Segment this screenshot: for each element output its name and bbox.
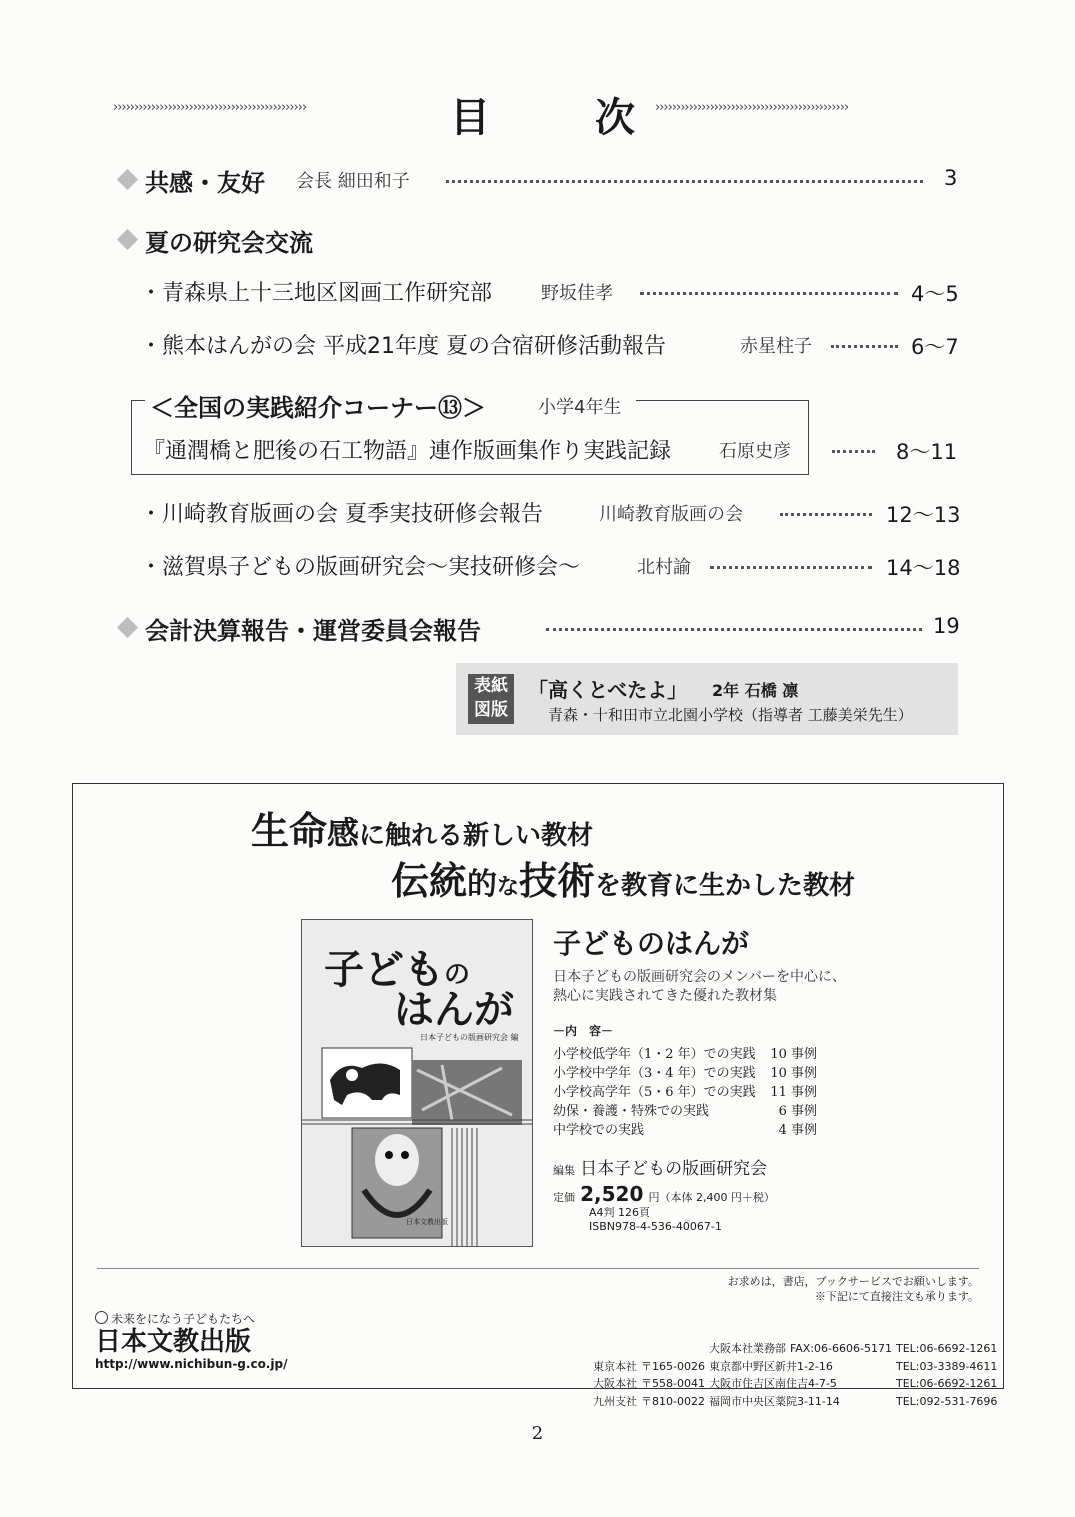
contents-item: 小学校低学年（1・2 年）での実践 10 事例 bbox=[553, 1047, 817, 1062]
toc-entry[interactable] bbox=[0, 430, 1075, 470]
page-number: 2 bbox=[531, 1423, 544, 1444]
contents-label: －内 容－ bbox=[553, 1024, 614, 1038]
toc-title: 会計決算報告・運営委員会報告 bbox=[145, 616, 481, 645]
toc-title: ・熊本はんがの会 平成21年度 夏の合宿研修活動報告 bbox=[140, 334, 666, 359]
toc-page: 8〜11 bbox=[896, 440, 958, 464]
book-description: 日本子どもの版画研究会のメンバーを中心に、 熱心に実践されてきた優れた教材集 bbox=[553, 969, 847, 1004]
diamond-bullet-icon bbox=[117, 229, 138, 250]
contact-row: 大阪本社 〒558-0041 大阪市住吉区南住吉4-7-5 TEL:06-6692-1261 bbox=[593, 1377, 998, 1390]
toc-title: ・青森県上十三地区図画工作研究部 bbox=[140, 281, 493, 306]
contents-item: 小学校高学年（5・6 年）での実践 11 事例 bbox=[553, 1085, 817, 1100]
leader-dots bbox=[546, 628, 922, 631]
toc-title: 共感・友好 bbox=[145, 168, 265, 197]
contact-row: 九州支社 〒810-0022 福岡市中央区薬院3-11-14 TEL:092-531-7696 bbox=[593, 1394, 998, 1408]
book-cover-artwork bbox=[302, 1040, 532, 1246]
contents-item: 幼保・養護・特殊での実践 6 事例 bbox=[553, 1104, 817, 1119]
title-ornament-left: ›››››››››››››››››››››››››››››››››››››››››››››› bbox=[113, 100, 307, 115]
book-advertisement[interactable] bbox=[72, 783, 1004, 1408]
cover-work-title: 「高くとべたよ」 bbox=[528, 678, 688, 702]
toc-page: 3 bbox=[944, 166, 958, 190]
contents-item: 小学校中学年（3・4 年）での実践 10 事例 bbox=[553, 1066, 817, 1081]
toc-title: ・川崎教育版画の会 夏季実技研修会報告 bbox=[140, 502, 543, 527]
toc-section-title: 夏の研究会交流 bbox=[145, 228, 313, 257]
toc-author: 石原史彦 bbox=[719, 441, 791, 462]
toc-section bbox=[0, 220, 1075, 260]
book-cover-publisher: 日本文教出版 bbox=[406, 1218, 448, 1226]
toc-page: 4〜5 bbox=[911, 282, 959, 306]
toc-entry[interactable] bbox=[0, 493, 1075, 533]
toc-author: 赤星柱子 bbox=[740, 336, 812, 357]
contact-row: 東京本社 〒165-0026 東京都中野区新井1-2-16 TEL:03-3389-4611 bbox=[593, 1359, 998, 1373]
toc-entry[interactable] bbox=[0, 608, 1075, 648]
publisher-logo-icon bbox=[95, 1311, 108, 1324]
contact-table bbox=[593, 1340, 1001, 1410]
order-note: お求めは，書店，ブックサービスでお願いします。 ※下記にて直接注文も承ります。 bbox=[727, 1275, 979, 1303]
leader-dots bbox=[831, 345, 898, 348]
toc-title: 『通潤橋と肥後の石工物語』連作版画集作り実践記録 bbox=[143, 439, 672, 464]
title-ornament-right: ›››››››››››››››››››››››››››››››››››››››››››››› bbox=[655, 100, 849, 115]
toc-author: 北村諭 bbox=[637, 557, 691, 578]
toc-entry[interactable] bbox=[0, 325, 1075, 365]
book-size: A4判 126頁 bbox=[589, 1206, 651, 1219]
toc-entry[interactable] bbox=[0, 272, 1075, 312]
book-isbn: ISBN978-4-536-40067-1 bbox=[589, 1220, 722, 1233]
cover-tag-line2: 図版 bbox=[474, 700, 508, 720]
leader-dots bbox=[640, 292, 898, 295]
cover-illustration-note bbox=[456, 663, 958, 735]
corner-heading: ＜全国の実践紹介コーナー⑬＞ bbox=[148, 388, 488, 423]
cover-tag-line1: 表紙 bbox=[474, 676, 508, 696]
toc-author: 会長 細田和子 bbox=[296, 171, 410, 192]
title-char-1: 目 bbox=[450, 94, 490, 141]
title-char-2: 次 bbox=[595, 94, 635, 141]
toc-entry[interactable] bbox=[0, 160, 1075, 200]
publisher-block bbox=[95, 1310, 287, 1371]
toc-author: 川崎教育版画の会 bbox=[599, 504, 743, 525]
leader-dots bbox=[710, 566, 872, 569]
book-info bbox=[553, 922, 973, 1234]
leader-dots bbox=[832, 450, 875, 453]
ad-headline-2: 伝統的な技術を教育に生かした教材 bbox=[391, 858, 856, 903]
publisher-slogan: 未来をになう子どもたちへ bbox=[95, 1310, 287, 1327]
book-cover-title-2: はんが bbox=[394, 986, 514, 1033]
leader-dots bbox=[446, 180, 923, 183]
toc-page: 19 bbox=[933, 614, 960, 638]
book-title: 子どものはんが bbox=[553, 927, 750, 960]
leader-dots bbox=[780, 513, 872, 516]
publisher-name: 日本文教出版 bbox=[95, 1327, 252, 1357]
contact-row: 大阪本社業務部 FAX:06-6606-5171 TEL:06-6692-1261 bbox=[708, 1342, 998, 1355]
toc-author: 野坂佳孝 bbox=[541, 283, 613, 304]
book-cover-title: 子どもの bbox=[324, 946, 471, 993]
toc-page: 14〜18 bbox=[886, 556, 961, 580]
book-cover-subtitle: 日本子どもの版画研究会 編 bbox=[420, 1033, 519, 1042]
book-price: 定価 2,520 円（本体 2,400 円＋税） bbox=[553, 1182, 775, 1206]
contents-list bbox=[553, 1045, 973, 1140]
corner-grade: 小学4年生 bbox=[534, 393, 625, 419]
cover-tag bbox=[468, 674, 514, 724]
cover-grade-name: 2年 石橋 凛 bbox=[712, 681, 799, 700]
diamond-bullet-icon bbox=[117, 617, 138, 638]
ad-divider bbox=[97, 1268, 979, 1269]
book-editor: 編集 日本子どもの版画研究会 bbox=[553, 1159, 768, 1179]
page-title bbox=[450, 86, 635, 143]
cover-school: 青森・十和田市立北園小学校（指導者 工藤美栄先生） bbox=[548, 706, 913, 724]
toc-entry[interactable] bbox=[0, 546, 1075, 586]
toc-title: ・滋賀県子どもの版画研究会〜実技研修会〜 bbox=[140, 555, 581, 580]
contents-item: 中学校での実践 4 事例 bbox=[553, 1123, 817, 1138]
ad-headline-1: 生命感に触れる新しい教材 bbox=[251, 808, 594, 853]
book-cover-image bbox=[301, 919, 533, 1247]
toc-page: 12〜13 bbox=[886, 503, 961, 527]
publisher-url[interactable]: http://www.nichibun-g.co.jp/ bbox=[95, 1357, 288, 1371]
toc-page: 6〜7 bbox=[911, 335, 959, 359]
diamond-bullet-icon bbox=[117, 169, 138, 190]
toc-corner-heading bbox=[0, 386, 1075, 426]
